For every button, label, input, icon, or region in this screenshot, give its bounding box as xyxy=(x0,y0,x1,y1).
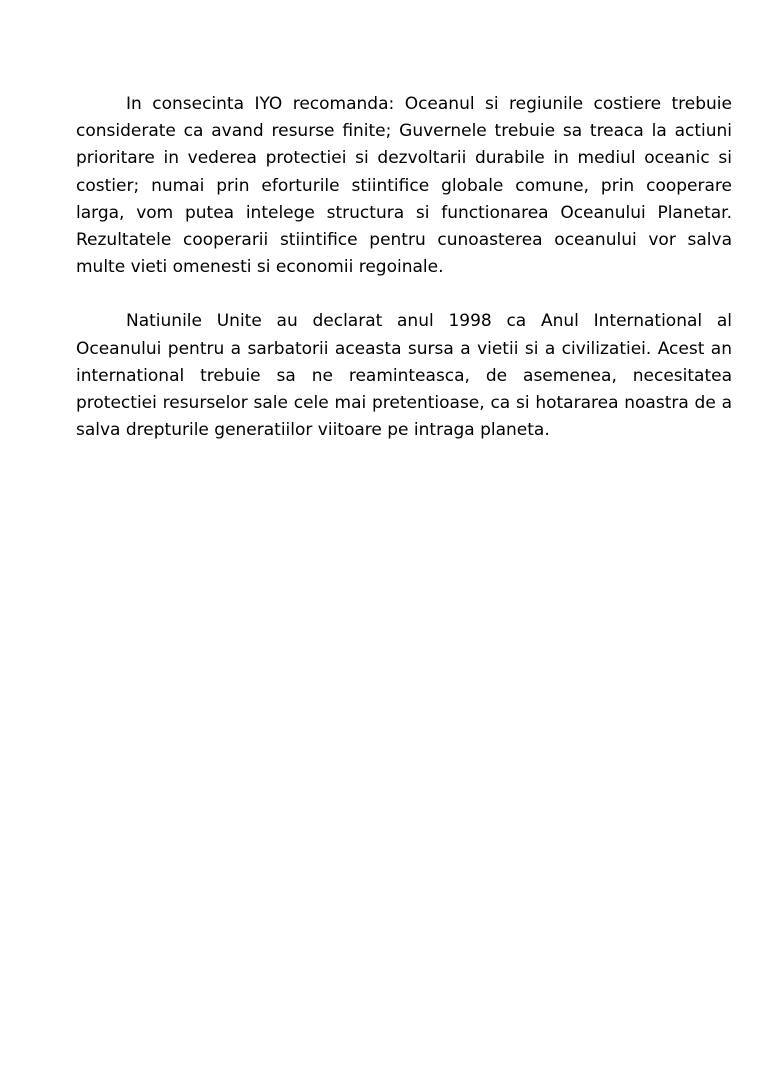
paragraph-international-year-ocean: Natiunile Unite au declarat anul 1998 ca Anul International al Oceanului pentru a sarbatorii aceasta sursa a vietii si a civilizatiei. Acest an international trebuie sa ne reaminteasca, de asemenea, necesitatea protectiei resurselor sale cele mai pretentioase, ca si hotararea noastra de a salva drepturile generatiilor viitoare pe intraga planeta. xyxy=(76,311,732,441)
paragraph-iyo-recommendations: In consecinta IYO recomanda: Oceanul si regiunile costiere trebuie considerate ca avand resurse finite; Guvernele trebuie sa treaca la actiuni prioritare in vederea protectiei si dezvoltarii durabile in mediul oceanic si costier; numai prin eforturile stiintifice globale comune, prin cooperare larga, vom putea intelege structura si functionarea Oceanului Planetar. Rezultatele cooperarii stiintifice pentru cunoasterea oceanului vor salva multe vieti omenesti si economii regoinale. xyxy=(76,94,732,278)
document-page xyxy=(76,91,732,444)
